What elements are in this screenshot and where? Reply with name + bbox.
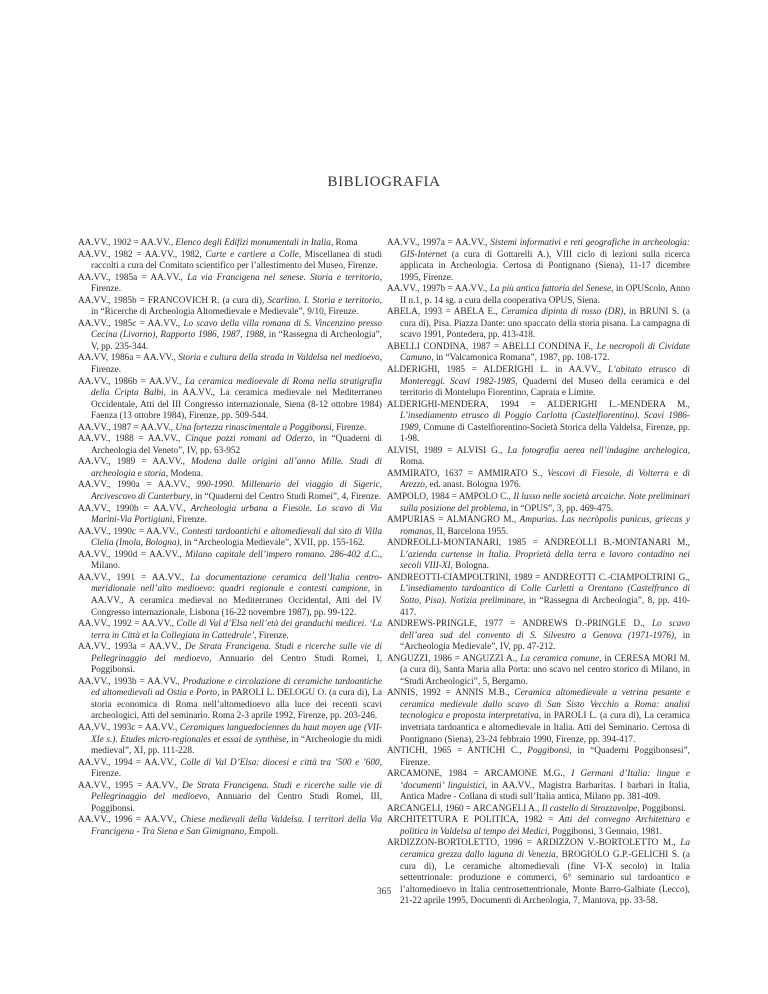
entry-title: Produzione e circolazione di ceramiche tardoantiche ed altomedievali ad Ostia e Porto xyxy=(91,676,382,699)
entry-key: ALDERIGHI, 1985 = ALDERIGHI L. in AA.VV., xyxy=(387,365,608,376)
entry-details: , Poggibonsi. xyxy=(637,803,686,814)
entry-details: , in AA.VV., La ceramica medievale nel Mediterraneo Occidentale, Atti del III Congresso internazionale, Siena (8-12 ottobre 1984) Faenza (13 ottobre 1984), Firenze, pp. 509-544. xyxy=(91,388,382,422)
entry-key: ANDREOLLI-MONTANARI, 1985 = ANDREOLLI B.-MONTANARI M., xyxy=(387,538,690,549)
bibliography-entry xyxy=(387,492,690,515)
entry-title: L’insediamento tardoantico di Colle Carletti a Orentano (Castelfranco di Sotto, Pisa). Notizia preliminare xyxy=(400,584,690,606)
bibliography-entry xyxy=(78,353,382,376)
entry-title: Chiese medievali della Valdelsa. I territori della Via Francigena - Tra Siena e San Gimignano xyxy=(91,815,382,837)
entry-key: AA.VV., 1985b = FRANCOVICH R. (a cura di), xyxy=(78,295,268,306)
entry-details: , BROGIOLO G.P.-GELICHI S. (a cura di), Le ceramiche altomedievali (fine VI-X secolo) in Italia settentrionale: produzione e commerci, 6° seminario sul tardoantico e l’altomedioevo in Italia centrosettentrionale, Monte Barro-Galbiate (Lecco), 21-22 aprile 1995, Documenti di Archeologia, 7, Mantova, pp. 33-58. xyxy=(400,849,690,907)
entry-title: Il castello di Strozzavolpe xyxy=(541,803,638,814)
entry-key: ANDREWS-PRINGLE, 1977 = ANDREWS D.-PRINGLE D., xyxy=(387,619,652,630)
bibliography-column-left xyxy=(78,238,382,838)
entry-details: , Modena. xyxy=(165,468,203,479)
entry-title: Atti del convegno Architettura e politica in Valdelsa al tempo dei Medici xyxy=(400,815,690,837)
entry-key: AA.VV., 1990d = AA.VV., xyxy=(78,549,186,560)
entry-title: La fotografia aerea nell’indagine archelogica xyxy=(507,445,688,456)
entry-title: Contesti tardoantichi e altomedievali dal sito di Villa Clelia (Imola, Bologna) xyxy=(91,526,383,549)
entry-details: , Roma xyxy=(330,238,358,248)
entry-title: Elenco degli Edifizi monumentali in Italia xyxy=(175,238,331,248)
bibliography-entry xyxy=(387,619,690,654)
entry-title: Poggibonsi xyxy=(527,746,570,757)
entry-key: AA.VV., 1988 = AA.VV., xyxy=(78,434,186,445)
entry-key: ANTICHI, 1965 = ANTICHI C., xyxy=(387,746,528,757)
entry-title: Sistemi informativi e reti geografiche in archeologia: GIS-Internet xyxy=(400,238,690,260)
entry-key: ARCHITETTURA E POLITICA, 1982 = xyxy=(387,815,559,826)
bibliography-entry xyxy=(387,238,690,284)
page-title: BIBLIOGRAFIA xyxy=(327,174,441,190)
entry-details: , Quaderni del Museo della ceramica e del territorio di Montelupo Fiorentino, Capraia e Limite. xyxy=(400,376,690,399)
bibliography-entry xyxy=(78,504,382,527)
bibliography-entry xyxy=(78,677,382,723)
bibliography-entry xyxy=(387,573,690,619)
entry-details: , in “Quaderni Poggibonsesi”, Firenze. xyxy=(400,746,690,768)
entry-details: , Roma. xyxy=(400,445,690,468)
page-number: 365 xyxy=(376,887,392,897)
entry-title: De Strata Francigena. Studi e ricerche sulle vie di Pellegrinaggio del medioevo xyxy=(91,780,382,803)
entry-details: , Annuario del Centro Studi Romei, III, Poggibonsi. xyxy=(91,792,383,814)
entry-key: AMMIRATO, 1637 = AMMIRATO S., xyxy=(387,468,548,479)
entry-details: (a cura di Gottarelli A.), VIII ciclo di lezioni sulla ricerca applicata in Archeologia. Certosa di Pontignano (Siena), 11-17 dicembre 1995, Firenze. xyxy=(400,249,690,283)
entry-details: , ed. anast. Bologna 1976. xyxy=(424,480,521,491)
entry-key: AA.VV., 1982 = AA.VV., 1982, xyxy=(78,249,206,260)
entry-key: AA.VV., 1987 = AA.VV., xyxy=(78,422,176,433)
bibliography-entry xyxy=(387,307,690,342)
entry-title: La ceramica medioevale di Roma nella stratigrafia della Cripta Balbi xyxy=(91,376,382,399)
entry-title: Cinque pozzi romani ad Oderzo xyxy=(185,434,313,445)
entry-details: , in “Quaderni del Centro Studi Romei”, 4, Firenze. xyxy=(190,492,381,503)
bibliography-entry xyxy=(78,642,382,677)
entry-key: AA.VV., 1985a = AA.VV., xyxy=(78,272,188,283)
entry-title: Ceramiques languedociennes du haut moyen age (VII-XIe s.). Etudes micro-regionales et essai de synthèse xyxy=(91,722,382,745)
entry-details: , in “Rassegna di Archeologia”, V, pp. 235-344. xyxy=(91,330,382,352)
entry-key: AA.VV., 1993a = AA.VV., xyxy=(78,642,185,653)
entry-details: , in “Archeologia Medievale”, XVII, pp. 155-162. xyxy=(179,538,365,549)
entry-title: L’insediamento etrusco di Poggio Carlotta (Castelfiorentino). Scavi 1986-1989 xyxy=(400,411,690,433)
bibliography-entry xyxy=(387,365,690,400)
bibliography-entry xyxy=(78,619,382,642)
entry-key: ABELA, 1993 = ABELA E., xyxy=(387,307,502,318)
bibliography-entry xyxy=(387,654,690,689)
entry-title: Colle di Val d’Elsa nell’età dei granduchi medicei. ‘La terra in Città et la Collegiata in Cattedrale’ xyxy=(91,619,382,641)
entry-details: , in AA.VV., Magistra Barbaritas. I barbari in Italia, Antica Madre - Collana di studi sull’Italia antica, Milano pp. 381-409. xyxy=(400,780,690,803)
entry-details: , in “Valcamonica Romana”, 1987, pp. 108-172. xyxy=(431,353,610,364)
entry-key: AA.VV., 1992 = AA.VV., xyxy=(78,619,177,630)
entry-key: AA.VV., 1986b = AA.VV., xyxy=(78,376,185,387)
entry-key: AA.VV., 1994 = AA.VV., xyxy=(78,757,181,768)
entry-title: Scarlino. I. Storia e territorio xyxy=(267,295,380,306)
entry-title: La ceramica comune xyxy=(520,653,600,664)
bibliography-entry xyxy=(78,377,382,423)
bibliography-entry xyxy=(387,769,690,804)
entry-details: , in BRUNI S. (a cura di), Pisa. Piazza Dante: uno spaccato della storia pisana. La campagna di scavo 1991, Pontedera, pp. 413-418. xyxy=(400,307,690,341)
bibliography-entry xyxy=(78,573,382,619)
entry-key: ANGUZZI, 1986 = ANGUZZI A., xyxy=(387,653,521,664)
bibliography-entry xyxy=(78,273,382,296)
entry-details: , in CERESA MORI M. (a cura di), Santa Maria alla Porta: uno scavo nel centro storico di Milano, in “Studi Archeologici”, 5, Bergamo. xyxy=(400,653,691,687)
entry-key: AA.VV., 1989 = AA.VV., xyxy=(78,457,192,468)
entry-title: La documentazione ceramica dell’Italia centro-meridionale nell’alto medioevo: quadri regionale e contesti campione xyxy=(91,572,383,595)
entry-key: AA.VV., 1996 = AA.VV., xyxy=(78,815,181,826)
entry-title: Colle di Val D’Elsa: diocesi e città tra ’500 e ’600 xyxy=(180,757,380,768)
bibliography-entry xyxy=(78,527,382,550)
bibliography-entry xyxy=(387,342,690,365)
entry-details: , in OPUScolo, Anno II n.1, p. 14 sg. a cura della cooperativa OPUS, Siena. xyxy=(400,284,690,306)
entry-key: ANNIS, 1992 = ANNIS M.B., xyxy=(387,688,515,699)
entry-key: AA.VV., 1995 = AA.VV., xyxy=(78,780,183,791)
entry-key: AA.VV., 1991 = AA.VV., xyxy=(78,572,191,583)
entry-details: , in “OPUS”, 3, pp. 469-475. xyxy=(506,503,614,514)
entry-details: , Firenze. xyxy=(331,422,367,433)
entry-details: , Bologna. xyxy=(450,561,489,572)
entry-title: Ampurias. Las necròpolis punicas, griecas y romanas xyxy=(400,515,690,537)
entry-title: Lo scavo della villa romana di S. Vincenzino presso Cecina (Livorno), Rapporto 1986, 1987, 1988 xyxy=(91,318,382,341)
entry-details: , Firenze. xyxy=(172,515,207,526)
entry-details: , Annuario del Centro Studi Romei, I, Poggibonsi. xyxy=(91,653,383,676)
entry-title: Milano capitale dell’impero romano. 286-402 d.C. xyxy=(185,549,380,560)
entry-details: , Miscellanea di studi raccolti a cura del Comitato scientifico per l’allestimento del Museo, Firenze. xyxy=(91,249,383,272)
entry-key: ALDERIGHI-MENDERA, 1994 = ALDERIGHI L.-MENDERA M., xyxy=(387,399,690,410)
bibliography-entry xyxy=(387,400,690,446)
entry-details: , in PAROLI L. (a cura di), La ceramica invetriata tardoantica e altomedievale in Italia. Atti del Seminario. Certosa di Pontignano (Siena), 23-24 febbraio 1990, Firenze, pp. 394-417. xyxy=(400,711,690,745)
entry-key: AA.VV., 1902 = AA.VV., xyxy=(78,238,176,248)
entry-details: , in “Archeologie du midi medieval”, XI, pp. 111-228. xyxy=(91,734,382,757)
entry-title: De Strata Francigena. Studi e ricerche sulle vie di Pellegrinaggio del medioevo xyxy=(91,642,382,664)
entry-title: Lo scavo dell’area sud del convento di S. Silvestro a Genova (1971-1976) xyxy=(400,619,690,641)
entry-title: La via Francigena nel senese. Storia e territorio xyxy=(187,272,380,283)
bibliography-entry xyxy=(78,758,382,781)
entry-key: ARDIZZON-BORTOLETTO, 1996 = ARDIZZON V.-BORTOLETTO M., xyxy=(387,838,681,849)
bibliography-entry xyxy=(78,250,382,273)
entry-key: AA.VV., 1990a = AA.VV., xyxy=(78,480,197,491)
entry-title: Il lusso nelle società arcaiche. Note preliminari sulla posizione del problema xyxy=(400,492,690,514)
entry-details: , in “Ricerche di Archeologia Altomedievale e Medievale”, 9/10, Firenze. xyxy=(91,295,382,318)
entry-details: , in “Quaderni di Archeologia del Veneto”, IV, pp. 63-952 xyxy=(91,434,383,456)
entry-key: ARCAMONE, 1984 = ARCAMONE M.G., xyxy=(387,769,572,780)
entry-details: , Firenze. xyxy=(254,630,289,641)
entry-key: AA.VV., 1997b = AA.VV., xyxy=(387,284,490,295)
entry-title: La più antica fattoria del Senese xyxy=(489,284,612,295)
entry-details: , Firenze. xyxy=(91,353,382,376)
entry-key: AA.VV., 1997a = AA.VV., xyxy=(387,238,491,248)
entry-details: , in “Archeologia Medievale”, IV, pp. 47-212. xyxy=(400,630,690,653)
entry-key: ABELLI CONDINA, 1987 = ABELLI CONDINA F., xyxy=(387,341,597,352)
entry-title: I Germani d’Italia: lingue e ‘documenti’ linguistici xyxy=(400,769,690,791)
entry-key: AMPURIAS = ALMANGRO M., xyxy=(387,515,520,526)
entry-title: Archeologia urbana a Fiesole. Lo scavo di Via Marini-Via Portigiani xyxy=(91,503,382,526)
bibliography-entry xyxy=(387,804,690,816)
entry-key: AA.VV., 1993b = AA.VV., xyxy=(78,676,183,687)
entry-key: AA.VV., 1993c = AA.VV., xyxy=(78,722,180,733)
entry-details: , Poggibonsi, 3 Gennaio, 1981. xyxy=(547,826,663,837)
bibliography-entry xyxy=(387,515,690,538)
entry-key: AA.VV., 1990b = AA.VV., xyxy=(78,503,191,514)
entry-details: , Comune di Castelfiorentino-Società Storica della Valdelsa, Firenze, pp. 1-98. xyxy=(400,422,690,445)
entry-key: AA.VV., 1990c = AA.VV., xyxy=(78,526,182,537)
entry-title: 990-1990. Millenario del viaggio di Sigeric, Arcivescovo di Canterbury xyxy=(91,480,382,503)
entry-key: AA.VV., 1985c = AA.VV., xyxy=(78,318,184,329)
entry-title: Ceramica dipinta di rosso (DR) xyxy=(501,307,624,318)
bibliography-entry xyxy=(78,423,382,435)
bibliography-entry xyxy=(387,446,690,469)
entry-details: , Milano. xyxy=(91,549,382,572)
entry-title: Modena dalle origini all’anno Mille. Studi di archeologia e storia xyxy=(91,457,382,479)
entry-key: AMPOLO, 1984 = AMPOLO C., xyxy=(387,492,514,503)
bibliography-entry xyxy=(387,838,690,907)
entry-key: ALVISI, 1989 = ALVISI G., xyxy=(387,445,508,456)
bibliography-entry xyxy=(387,469,690,492)
bibliography-entry xyxy=(78,457,382,480)
entry-details: , Firenze. xyxy=(91,757,382,780)
bibliography-entry xyxy=(78,319,382,354)
entry-key: AA.VV, 1986a = AA.VV., xyxy=(78,353,179,364)
entry-title: Storia e cultura della strada in Valdelsa nel medioevo xyxy=(178,353,380,364)
entry-title: L’abitato etrusco di Montereggi. Scavi 1982-1985 xyxy=(400,365,690,387)
entry-title: Una fortezza rinascimentale a Poggibonsi xyxy=(175,422,332,433)
bibliography-entry xyxy=(387,284,690,307)
entry-title: Vescovi di Fiesole, di Volterra e di Arezzo xyxy=(400,468,690,491)
entry-title: Ceramica altomedievale a vetrina pesante e ceramica medievale dallo scavo di San Sisto Vecchio a Roma: analisi tecnologica e proposta interpretativa xyxy=(400,688,690,722)
entry-title: Le necropoli di Cividate Camuno xyxy=(400,341,690,364)
bibliography-entry xyxy=(78,550,382,573)
entry-key: ANDREOTTI-CIAMPOLTRINI, 1989 = ANDREOTTI C.-CIAMPOLTRINI G., xyxy=(387,572,690,583)
entry-title: Carte e cartiere a Colle xyxy=(205,249,299,260)
bibliography-column-right xyxy=(387,238,690,908)
bibliography-entry xyxy=(387,746,690,769)
bibliography-entry xyxy=(78,480,382,503)
bibliography-entry xyxy=(387,538,690,573)
entry-details: , in AA.VV., A ceramica medieval no Mediterraneo Occidental, Atti del IV Congresso internazionale, Lisbona (16-22 novembre 1987), pp. 99-122. xyxy=(91,584,382,618)
entry-details: , Empoli. xyxy=(244,826,279,837)
entry-details: , in “Rassegna di Archeologia”, 8, pp. 410-417. xyxy=(400,595,690,618)
bibliography-entry xyxy=(78,434,382,457)
entry-title: La ceramica grezza dallo laguna di Venezia xyxy=(400,838,690,860)
bibliography-entry xyxy=(387,688,690,746)
bibliography-entry xyxy=(78,238,382,250)
bibliography-entry xyxy=(78,723,382,758)
entry-details: , in PAROLI L. DELOGU O. (a cura di), La storia economica di Roma nell’altomedioevo alla luce dei recenti scavi archeologici, Atti del seminario. Roma 2-3 aprile 1992, Firenze, pp. 203-246. xyxy=(91,688,382,722)
bibliography-entry xyxy=(78,781,382,816)
entry-details: , II, Barcelona 1955. xyxy=(432,526,509,537)
entry-details: , Firenze. xyxy=(91,272,382,295)
bibliography-entry xyxy=(78,296,382,319)
entry-key: ARCANGELI, 1960 = ARCANGELI A., xyxy=(387,803,542,814)
entry-title: L’azienda curtense in Italia. Proprietà della terra e lavoro contadino nei secoli VIII-XI xyxy=(400,549,690,572)
bibliography-entry xyxy=(78,815,382,838)
bibliography-entry xyxy=(387,815,690,838)
